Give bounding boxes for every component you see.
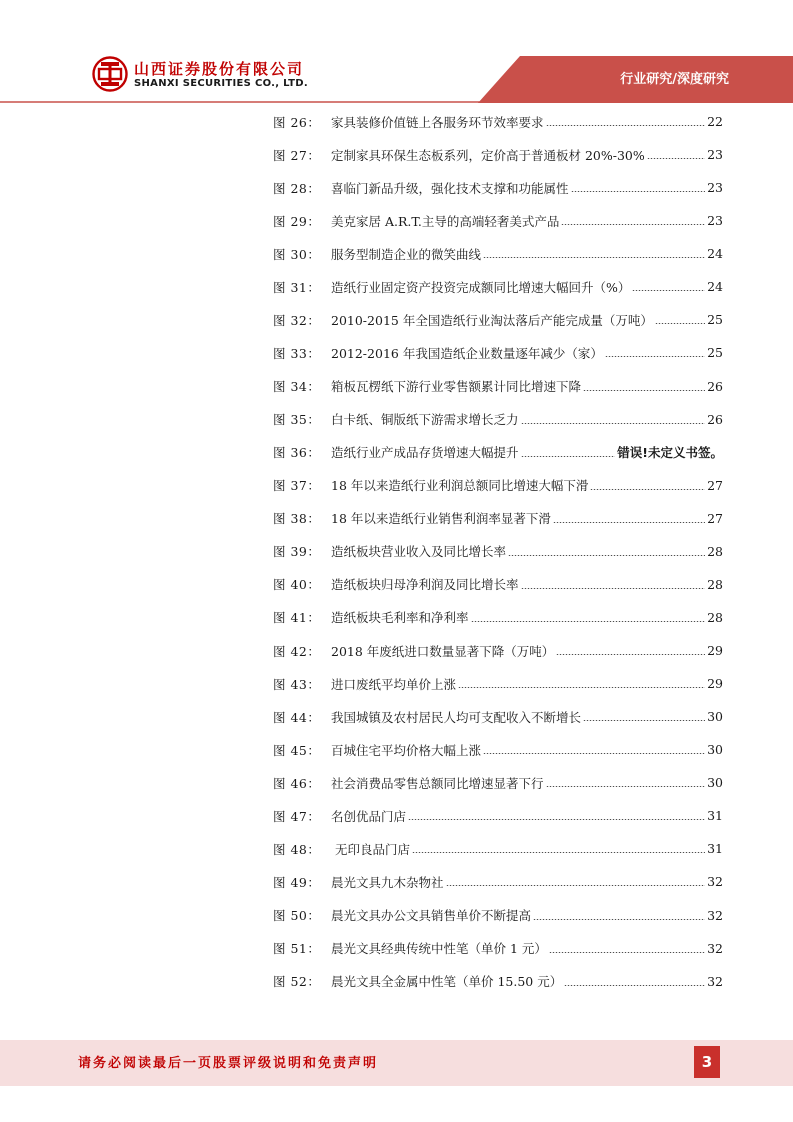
figure-label: 图 39：	[273, 544, 321, 560]
toc-entry[interactable]	[273, 932, 723, 965]
figure-title: 无印良品门店	[331, 841, 410, 857]
page-reference: 25	[707, 345, 723, 361]
dot-leader	[483, 753, 705, 754]
figure-title: 我国城镇及农村居民人均可支配收入不断增长	[331, 709, 582, 725]
figure-label: 图 31：	[273, 279, 321, 295]
company-logo-icon	[92, 56, 128, 92]
figure-title: 2010-2015 年全国造纸行业淘汰落后产能完成量（万吨）	[331, 312, 653, 328]
figure-title: 18 年以来造纸行业利润总额同比增速大幅下滑	[331, 478, 589, 494]
dot-leader	[549, 952, 705, 953]
page-reference: 27	[707, 510, 723, 526]
figure-label: 图 46：	[273, 775, 321, 791]
dot-leader	[508, 555, 705, 556]
page-reference: 23	[707, 180, 723, 196]
footer-disclaimer: 请务必阅读最后一页股票评级说明和免责声明	[78, 1056, 379, 1071]
figure-label: 图 37：	[273, 478, 321, 494]
dot-leader	[553, 522, 705, 523]
figure-title: 家具装修价值链上各服务环节效率要求	[331, 114, 544, 130]
dot-leader	[546, 125, 706, 126]
dot-leader	[471, 621, 706, 622]
dot-leader	[583, 390, 705, 391]
dot-leader	[571, 191, 706, 192]
dot-leader	[561, 224, 705, 225]
page-reference: 28	[707, 543, 723, 559]
page-reference: 32	[707, 973, 723, 989]
toc-entry[interactable]	[273, 436, 723, 469]
toc-entry[interactable]	[273, 766, 723, 799]
page-reference: 26	[707, 411, 723, 427]
figure-title: 社会消费品零售总额同比增速显著下行	[331, 775, 544, 791]
toc-entry[interactable]	[273, 502, 723, 535]
page-reference: 26	[707, 378, 723, 394]
dot-leader	[605, 356, 705, 357]
toc-entry[interactable]	[273, 601, 723, 634]
dot-leader	[564, 985, 705, 986]
toc-entry[interactable]	[273, 700, 723, 733]
figure-title: 造纸行业固定资产投资完成额同比增速大幅回升（%）	[331, 279, 631, 295]
figure-title: 2012-2016 年我国造纸企业数量逐年减少（家）	[331, 345, 603, 361]
figure-label: 图 47：	[273, 808, 321, 824]
dot-leader	[583, 720, 705, 721]
figure-label: 图 48：	[273, 841, 321, 857]
figure-title: 美克家居 A.R.T.主导的高端轻奢美式产品	[331, 213, 560, 229]
dot-leader	[590, 489, 705, 490]
figure-label: 图 33：	[273, 345, 321, 361]
toc-entry[interactable]	[273, 105, 723, 138]
page-reference: 23	[707, 147, 723, 163]
figure-title: 定制家具环保生态板系列，定价高于普通板材 20%-30%	[331, 147, 645, 163]
figure-title: 箱板瓦楞纸下游行业零售额累计同比增速下降	[331, 379, 582, 395]
figure-list	[273, 105, 723, 998]
figure-label: 图 35：	[273, 412, 321, 428]
toc-entry[interactable]	[273, 568, 723, 601]
figure-title: 服务型制造企业的微笑曲线	[331, 246, 482, 262]
figure-title: 白卡纸、铜版纸下游需求增长乏力	[331, 412, 519, 428]
page-reference: 25	[707, 312, 723, 328]
toc-entry[interactable]	[273, 634, 723, 667]
toc-entry[interactable]	[273, 469, 723, 502]
figure-title: 18 年以来造纸行业销售利润率显著下滑	[331, 511, 551, 527]
toc-entry[interactable]	[273, 832, 723, 865]
page-reference: 32	[707, 874, 723, 890]
figure-title: 晨光文具全金属中性笔（单价 15.50 元）	[331, 974, 563, 990]
figure-label: 图 44：	[273, 709, 321, 725]
dot-leader	[412, 852, 705, 853]
page-header	[0, 0, 793, 105]
company-name-en: SHANXI SECURITIES CO., LTD.	[134, 78, 308, 89]
page-reference: 32	[707, 907, 723, 923]
figure-label: 图 36：	[273, 445, 321, 461]
toc-entry[interactable]	[273, 733, 723, 766]
page-reference: 28	[707, 576, 723, 592]
page-reference: 29	[707, 643, 723, 659]
dot-leader	[546, 786, 706, 787]
dot-leader	[483, 257, 705, 258]
page-reference: 30	[707, 709, 723, 725]
figure-label: 图 49：	[273, 874, 321, 890]
page-reference: 29	[707, 676, 723, 692]
figure-label: 图 45：	[273, 742, 321, 758]
page-reference: 31	[707, 841, 723, 857]
toc-entry[interactable]	[273, 336, 723, 369]
toc-entry[interactable]	[273, 965, 723, 998]
page-number: 3	[694, 1046, 720, 1078]
toc-entry[interactable]	[273, 535, 723, 568]
toc-entry[interactable]	[273, 204, 723, 237]
page-reference: 28	[707, 609, 723, 625]
figure-label: 图 32：	[273, 312, 321, 328]
toc-entry[interactable]	[273, 667, 723, 700]
page-reference: 27	[707, 477, 723, 493]
figure-label: 图 30：	[273, 246, 321, 262]
figure-label: 图 26：	[273, 114, 321, 130]
dot-leader	[655, 323, 705, 324]
page-reference: 31	[707, 808, 723, 824]
figure-label: 图 51：	[273, 941, 321, 957]
dot-leader	[408, 819, 705, 820]
figure-label: 图 27：	[273, 147, 321, 163]
figure-label: 图 42：	[273, 643, 321, 659]
page-reference: 23	[707, 213, 723, 229]
dot-leader	[533, 919, 705, 920]
toc-entry[interactable]	[273, 899, 723, 932]
toc-entry[interactable]	[273, 403, 723, 436]
figure-title: 进口废纸平均单价上涨	[331, 676, 457, 692]
figure-title: 造纸行业产成品存货增速大幅提升	[331, 445, 519, 461]
figure-title: 2018 年废纸进口数量显著下降（万吨）	[331, 643, 555, 659]
figure-label: 图 40：	[273, 577, 321, 593]
dot-leader	[446, 885, 706, 886]
figure-label: 图 43：	[273, 676, 321, 692]
figure-title: 喜临门新品升级，强化技术支撑和功能属性	[331, 180, 569, 196]
dot-leader	[556, 654, 705, 655]
figure-title: 百城住宅平均价格大幅上涨	[331, 742, 482, 758]
page-reference: 30	[707, 742, 723, 758]
figure-title: 晨光文具办公文具销售单价不断提高	[331, 908, 532, 924]
report-type: 行业研究/深度研究	[620, 72, 729, 87]
toc-entry[interactable]	[273, 799, 723, 832]
toc-entry[interactable]	[273, 865, 723, 898]
figure-title: 造纸板块毛利率和净利率	[331, 610, 469, 626]
figure-label: 图 38：	[273, 511, 321, 527]
page-reference: 22	[707, 114, 723, 130]
figure-title: 晨光文具九木杂物社	[331, 874, 444, 890]
toc-entry[interactable]	[273, 370, 723, 403]
figure-title: 名创优品门店	[331, 808, 407, 824]
dot-leader	[458, 687, 705, 688]
figure-label: 图 29：	[273, 213, 321, 229]
figure-label: 图 50：	[273, 908, 321, 924]
figure-label: 图 34：	[273, 379, 321, 395]
figure-title: 造纸板块归母净利润及同比增长率	[331, 577, 519, 593]
figure-label: 图 52：	[273, 974, 321, 990]
figure-label: 图 41：	[273, 610, 321, 626]
bookmark-error: 错误!未定义书签。	[617, 445, 723, 461]
toc-entry[interactable]	[273, 138, 723, 171]
page-reference: 30	[707, 775, 723, 791]
dot-leader	[632, 290, 705, 291]
page-reference: 32	[707, 940, 723, 956]
dot-leader	[521, 456, 616, 457]
page-reference: 24	[707, 246, 723, 262]
figure-title: 晨光文具经典传统中性笔（单价 1 元）	[331, 941, 547, 957]
dot-leader	[521, 588, 706, 589]
figure-label: 图 28：	[273, 180, 321, 196]
toc-entry[interactable]	[273, 237, 723, 270]
company-name-cn: 山西证券股份有限公司	[134, 60, 305, 78]
toc-entry[interactable]	[273, 303, 723, 336]
dot-leader	[647, 158, 705, 159]
figure-title: 造纸板块营业收入及同比增长率	[331, 544, 507, 560]
dot-leader	[521, 423, 706, 424]
toc-entry[interactable]	[273, 270, 723, 303]
toc-entry[interactable]	[273, 171, 723, 204]
page-reference: 24	[707, 279, 723, 295]
